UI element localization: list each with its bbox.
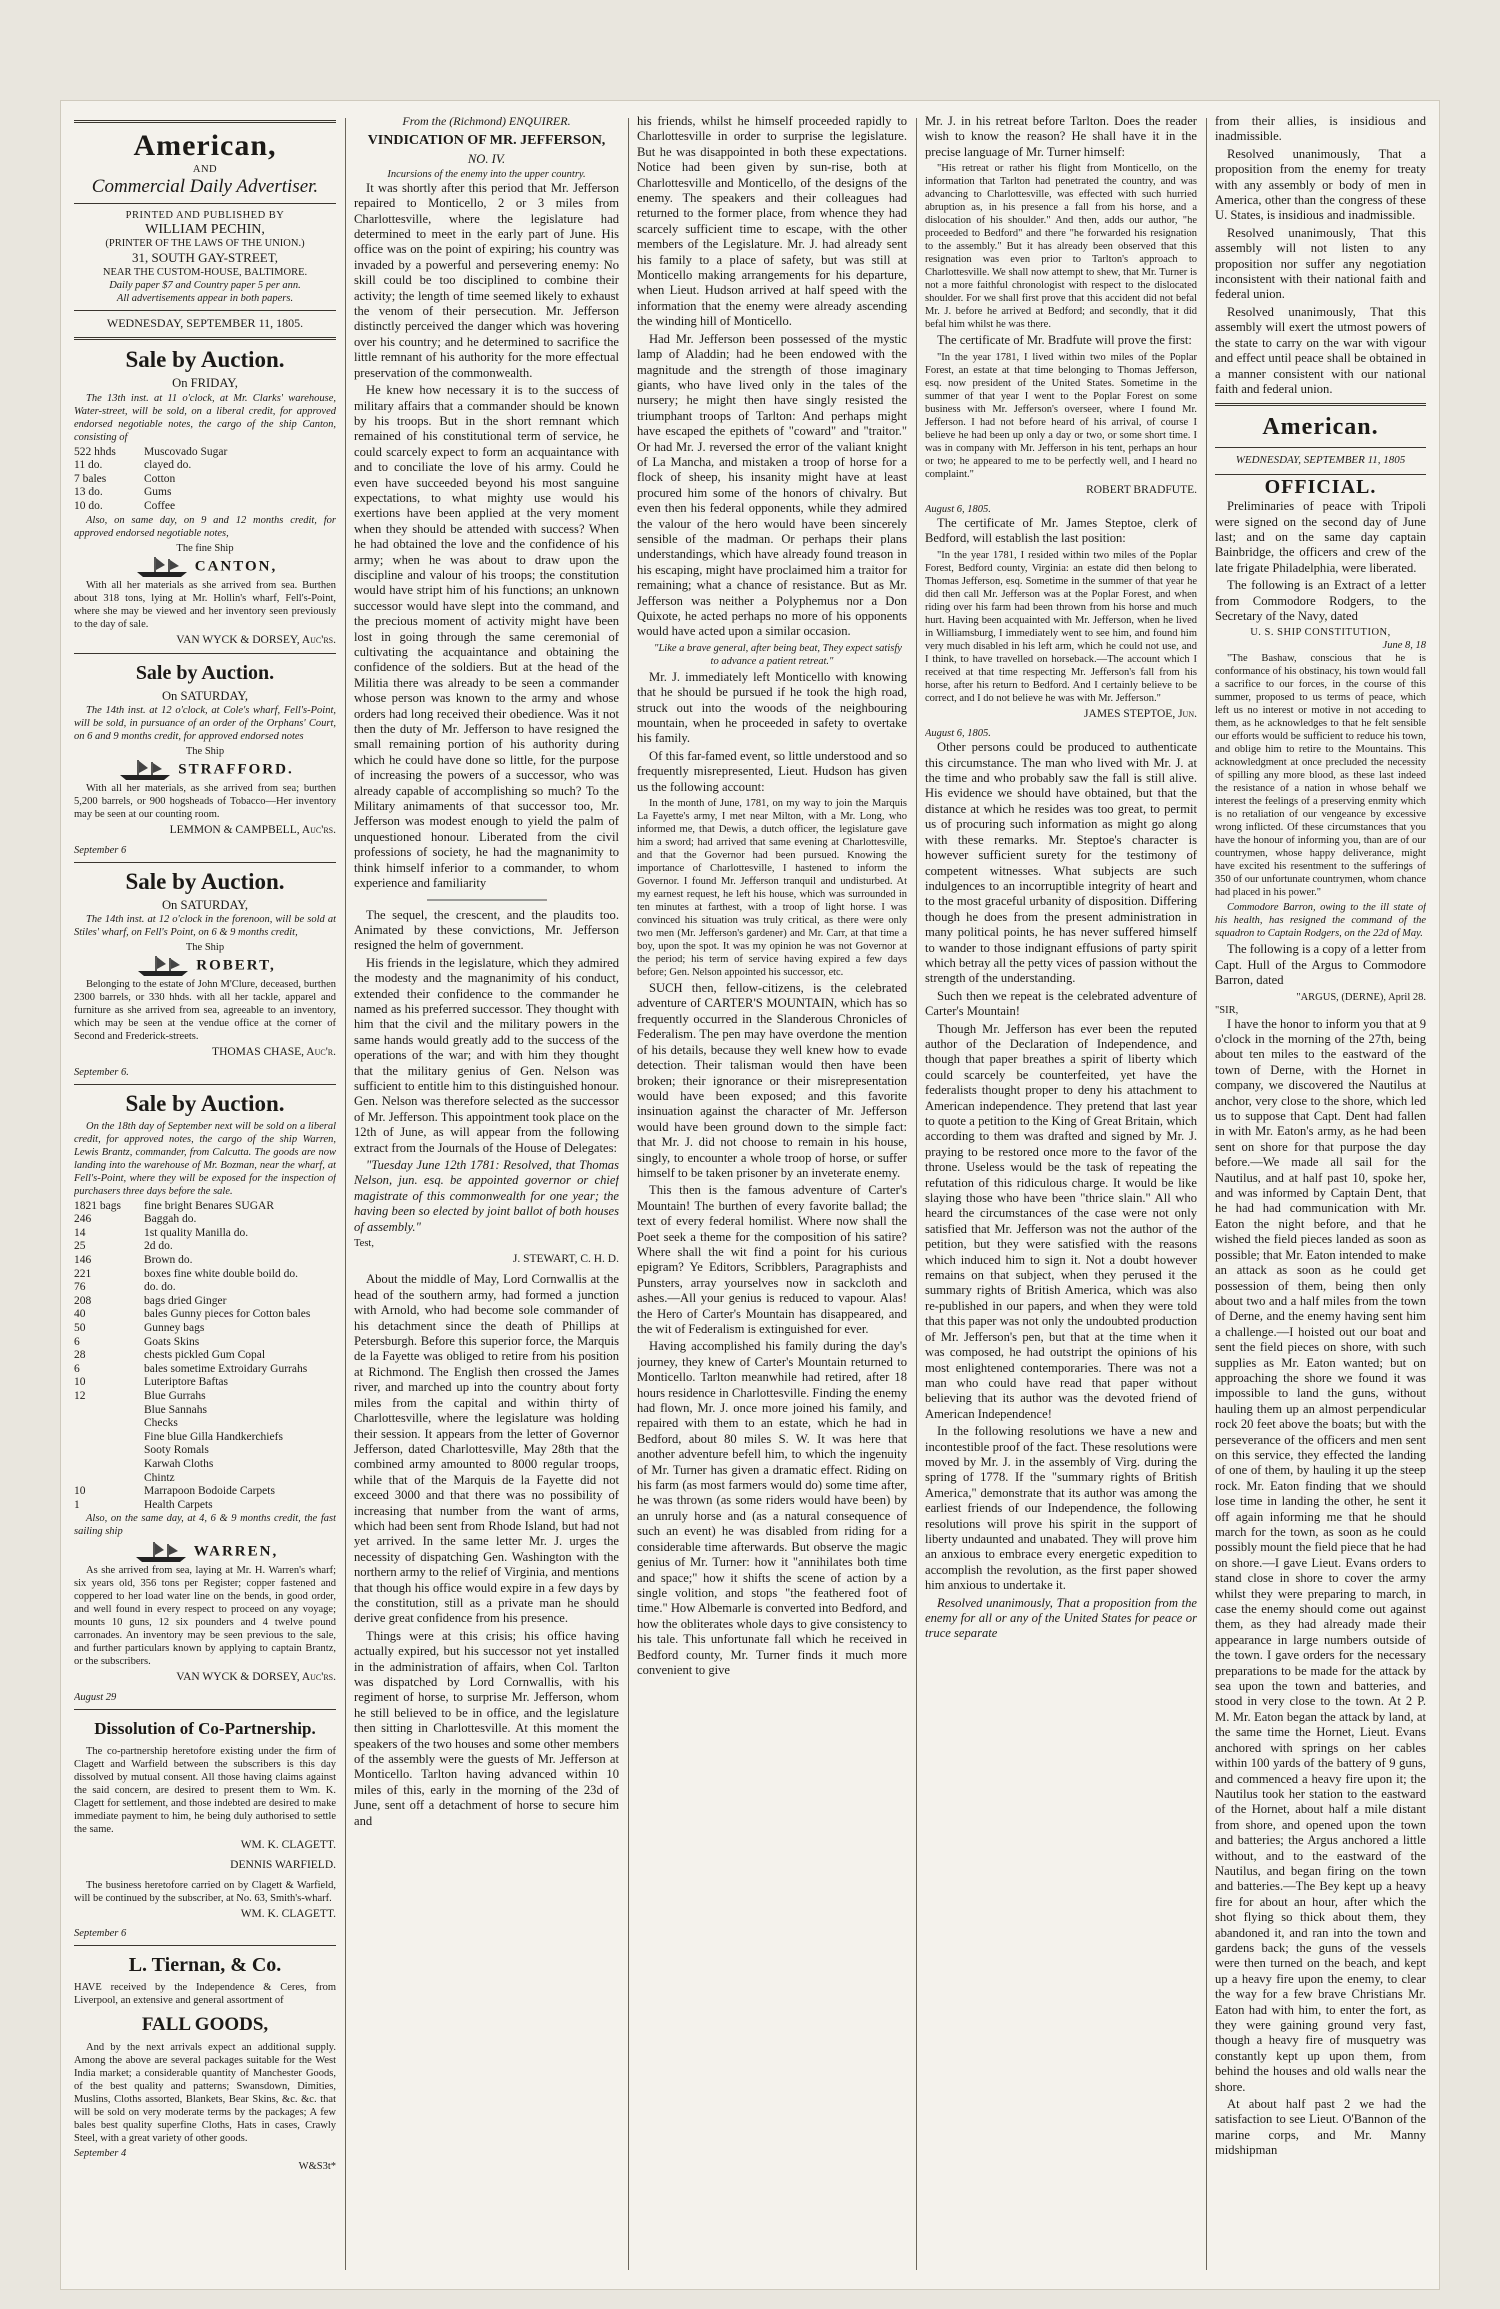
divider bbox=[74, 1709, 336, 1710]
lot-qty: 146 bbox=[74, 1254, 92, 1266]
column-5 bbox=[1215, 114, 1426, 2276]
dateline: WEDNESDAY, SEPTEMBER 11, 1805. bbox=[106, 315, 304, 330]
paper-name: American. bbox=[1262, 414, 1379, 441]
article-paragraph: Such then we repeat is the celebrated adventure of Carter's Mountain! bbox=[925, 988, 1197, 1019]
ad-body: On the 18th day of September next will be sold on a liberal credit, for approved notes, the cargo of the ship Warren, Lewis Brantz, commander, from Calcutta. The goods are now landing into the warehouse of Mr. Bozman, near the wharf, at Fell's-Point, where they will be exposed for the inspection of purchasers three days before the sale. bbox=[74, 1120, 336, 1197]
lot-item: Blue Sannahs bbox=[144, 1403, 207, 1416]
lot-item: Chintz bbox=[144, 1471, 175, 1484]
address: 31, SOUTH GAY-STREET, bbox=[132, 250, 278, 266]
lot-qty: 1821 bags bbox=[74, 1199, 121, 1212]
lot-item: Brown do. bbox=[144, 1254, 193, 1266]
article-paragraph: The certificate of Mr. James Steptoe, clerk of Bedford, will establish the last position: bbox=[925, 516, 1197, 546]
ship-body: With all her materials as she arrived from sea. Burthen about 318 tons, lying at Mr. Hollin's wharf, Fell's-Point, where she may be viewed and her inventory seen previously to the day of sale. bbox=[74, 579, 336, 630]
resolution: from their allies, is insidious and inadmissible. bbox=[1215, 114, 1426, 144]
ship-intro: The Ship bbox=[185, 942, 225, 954]
article-paragraph: SUCH then, fellow-citizens, is the celebrated adventure of CARTER'S MOUNTAIN, which has so frequently occurred in the Slanderous Chronicles of Federalism. The pen may have overdone the mention of his details, because they well knew how to evade detection. Their talisman would then have been broken; their ignorance or their misrepresentation would have been exposed; and this favorite insinuation against the character of Mr. Jefferson would have been ground down to the simple fact: that Mr. J. did not choose to remain in his house, singly, to encounter a whole troop of horse, or suffer himself to be taken prisoner by an inveterate enemy. bbox=[637, 981, 907, 1180]
article-paragraph: The sequel, the crescent, and the plaudits too. Animated by these convictions, Mr. Jefferson resigned the helm of government. bbox=[354, 907, 619, 953]
lot-qty: 1 bbox=[74, 1498, 80, 1511]
column-rule bbox=[1206, 118, 1207, 2270]
resolution: Resolved unanimously, That a proposition from the enemy for all or any of the United States for peace or truce separate bbox=[925, 1595, 1197, 1641]
ad-body: The 13th inst. at 11 o'clock, at Mr. Clarks' warehouse, Water-street, will be sold, on a liberal credit, for approved endorsed negotiable notes, the cargo of the ship Canton, consisting of bbox=[74, 392, 336, 443]
barron-note: Commodore Barron, owing to the ill state of his health, has resigned the command of the squadron to Captain Rodgers, on the 22d of May. bbox=[1215, 902, 1426, 940]
ship-body: As she arrived from sea, laying at Mr. H. Warren's wharf; six years old, 356 tons per Register; copper fastened and coppered to her load water line on the bends, in good order, and well found in every respect to proceed on any voyage; mounts 10 guns, 12 six pounders and 4 twelve pound carronades. An inventory may be seen previous to the sale, and further particulars known by applying to captain Brantz, or the subscribers. bbox=[74, 1565, 336, 1668]
lot-qty bbox=[74, 1458, 144, 1472]
divider bbox=[74, 1084, 336, 1085]
article-paragraph: Though Mr. Jefferson has ever been the reputed author of the Declaration of Independence, and though that paper breathes a spirit of liberty which could scarcely be counterfeited, yet have the federalists thought proper to deny his attachment to American independence. They pretend that last year to quote a petition to the King of Great Britain, which according to them was drafted and signed by Mr. J. praying to be restored once more to the favor of the throne. Useless would be the task of repeating the refutation of this ridiculous charge. It would be like slaying those who have been "thrice slain." All who heard the circumstances of the case were not only satisfied that Mr. Jefferson was not the author of the petition, but they were satisfied with the reasons which induced him to sign it. Not a doubt however remains on that subject, when they perused it the summary rights of British America, which was also re-published in our papers, and when they were told that this paper was not only the undoubted production of Mr. Jefferson's pen, but that at the time when it was composed, he had outstript the opinions of his most enlightened contemporaries. There was not a man who could have read that paper without believing that its author was the devoted friend of American Independence! bbox=[925, 1021, 1197, 1421]
test-label: Test, bbox=[354, 1238, 374, 1250]
rodgers-letter: "The Bashaw, conscious that he is conformance of his obstinacy, his town would fall a sacrifice to our forces, in the course of this summer, proposed to us terms of peace, which left us no interest or motive in not acceding to them, as he acknowledges to that he felt sensible our efforts would be sufficient to reduce his town, and oblige him to retire to the Mountains. This acknowledgment at once precluded the necessity of spilling any more blood, as these last indeed the resistance of a nation in whose behalf we interest the feelings of a preserving enmity which is no retaliation of our vengeance by excessive wrong inflicted. Of these circumstances that you have the honour of informing you, than are of our countrymen, whose happy deliverance, might have excited his resentment to the sufferings of 350 of our unfortunate countrymen, whom chance had placed in his power." bbox=[1215, 653, 1426, 899]
newspaper-page bbox=[60, 100, 1440, 2290]
masthead-and: AND bbox=[192, 164, 218, 175]
lot-item: chests pickled Gum Copal bbox=[144, 1349, 266, 1362]
bradfute-certificate: "In the year 1781, I lived within two miles of the Poplar Forest, an estate at that time belonging to Thomas Jefferson, esq. now president of the United States. Sometime in the summer of that year I went to the Poplar Forest on some business with Mr. Jefferson's overseer, where I found Mr. Jefferson. I had not before heard of his arrival, of course I believe he had been up only a day or two, or some short time. I was in company with Mr. Jefferson in his tent, perhaps an hour or two; he appeared to me to be perfectly well, and I heard no complaint." bbox=[925, 351, 1197, 480]
lot-item: 1st quality Manilla do. bbox=[144, 1226, 249, 1239]
lot-qty: 10 bbox=[74, 1485, 86, 1498]
lot-qty: 6 bbox=[74, 1362, 80, 1375]
auction-ad bbox=[74, 868, 336, 1079]
ship-body: Belonging to the estate of John M'Clure, deceased, burthen 2300 barrels, or 330 hhds. with all her tackle, apparel and furniture as she arrived from sea, agreeable to an inventory, which may be seen at the vendue office at the corner of Second and Frederick-streets. bbox=[74, 979, 336, 1043]
article-verse: "Like a brave general, after being beat, They expect satisfy to advance a patient retreat." bbox=[654, 642, 902, 667]
article-paragraph: Other persons could be produced to authenticate this circumstance. The man who lived with Mr. J. at the time and who probably saw the fall is still alive. His evidence we should have obtained, but that the distance at which he resides was too great, to permit us of procuring such information as might go along with these remarks. Mr. Steptoe's character is however sufficient surety for the testimony of competent witnesses. What subjects are such indulgences to an incorruptible integrity of heart and to the most graceful urbanity of disposition. Differing though he does from the present administration in many political points, he has never suffered himself to wander to those indignant effusions of party spirit which betray all the petty vices of passion without the strength of the understanding. bbox=[925, 740, 1197, 986]
dissolution-heading: Dissolution of Co-Partnership. bbox=[94, 1718, 316, 1738]
article-number: NO. IV. bbox=[467, 152, 506, 167]
ship-intro: The Ship bbox=[185, 746, 225, 758]
lot-item: Gunney bags bbox=[144, 1321, 205, 1334]
lot-qty: 10 bbox=[74, 1376, 86, 1389]
masthead-title: American, bbox=[133, 129, 277, 162]
tiernan-intro: HAVE received by the Independence & Ceres, from Liverpool, an extensive and general assortment of bbox=[74, 1981, 336, 2006]
lot-qty: 10 do. bbox=[74, 500, 103, 512]
ad-body: The 14th inst. at 12 o'clock in the forenoon, will be sold at Stiles' wharf, on Fell's Point, on 6 & 9 months credit, bbox=[74, 914, 336, 939]
ad-date: August 29 bbox=[74, 1691, 117, 1703]
dissolution-date: September 6 bbox=[74, 1927, 127, 1939]
lot-item: Blue Gurrahs bbox=[144, 1389, 206, 1402]
lot-qty: 246 bbox=[74, 1213, 92, 1226]
lot-qty: 6 bbox=[74, 1335, 80, 1348]
lot-item: Luteriptore Baftas bbox=[144, 1376, 228, 1389]
lot-item: bags dried Ginger bbox=[144, 1294, 227, 1307]
article-paragraph: his friends, whilst he himself proceeded rapidly to Charlottesville in order to surprise the legislature. But he was disappointed in both these expectations. Notice had been given by sun-rise, both at Charlottesville and Monticello, of the designs of the enemy. The speakers and their colleagues had returned to the former place, from whence they had scarcely sufficient time to escape, with the other members of the Legislature. Mr. J. had already sent his family to a place of safety, but was still at Monticello making arrangements for his departure, when Lieut. Hudson arrived at half speed with the information that the enemy were already ascending the winding hill of Monticello. bbox=[637, 114, 907, 329]
ship-name-text: CANTON, bbox=[194, 558, 278, 575]
terms: Daily paper $7 and Country paper 5 per ann. bbox=[109, 279, 301, 291]
lot-item: Coffee bbox=[144, 500, 176, 512]
ad-signature: VAN WYCK & DORSEY, Auc'rs. bbox=[176, 633, 336, 646]
dissolution-signature: DENNIS WARFIELD. bbox=[230, 1859, 336, 1872]
ship-name bbox=[74, 555, 336, 579]
masthead-subtitle: Commercial Daily Advertiser. bbox=[91, 176, 319, 197]
article-paragraph: About the middle of May, Lord Cornwallis at the head of the southern army, had formed a junction with Arnold, who had become sole commander of his detachment since the death of Phillips at Petersburgh. Before this superior force, the Marquis de la Fayette was obliged to retire from his position at Richmond. The English then crossed the James river, and marched up into the country about forty miles from the capital and within thirty of Charlottesville, where the legislature was holding their session. It appears from the letter of Governor Jefferson, dated Charlottesville, May 28th that the combined army amounted to 8000 regular troops, while that of the Marquis de la Fayette did not exceed 3000 and that there was no possibility of increasing that number from the want of arms, which had been sent from Rhode Island, but had not yet arrived. In the same letter Mr. J. urges the necessity of dispatching Gen. Washington with the northern army to the relief of Virginia, and mentions that though his office would expire in a few days by the constitution, still as a private man he should derive great confidence from his presence. bbox=[354, 1272, 619, 1626]
certificate-signature: JAMES STEPTOE, Jun. bbox=[1084, 707, 1197, 720]
ad-signature: VAN WYCK & DORSEY, Auc'rs. bbox=[176, 1671, 336, 1684]
lot-item: clayed do. bbox=[144, 459, 192, 472]
resolution: Resolved unanimously, That this assembly will exert the utmost powers of the state to carry on the war with vigour and effect until peace shall be obtained in a manner consistent with our national faith and federal union. bbox=[1215, 304, 1426, 396]
lot-list bbox=[74, 1200, 336, 1513]
tiernan-heading: L. Tiernan, & Co. bbox=[128, 1953, 282, 1976]
article-paragraph: It was shortly after this period that Mr. Jefferson repaired to Monticello, 2 or 3 miles from Charlottesville, where the legislature had determined to meet in the early part of June. His office was on the point of expiring; his country was invaded by a powerful and persevering enemy: No skill could be too disciplined to combine their activity; the length of time seemed likely to exhaust the venom of their persecution. Mr. Jefferson distinctly perceived the danger which was hovering over his country; and he determined to sacrifice the little remnant of his authority for the more effectual preservation of the commonwealth. bbox=[354, 180, 619, 380]
article-paragraph: His friends in the legislature, which they admired the modesty and the magnanimity of his conduct, extended their confidence to the commander he named as his preferred successor. They thought with him that the civil and the military powers in the same hands would greatly add to the success of the operations of the war; and with him they thought that the military genius of Gen. Nelson was sufficient to entitle him to this distinguished honour. Gen. Nelson was therefore selected as the successor of Mr. Jefferson. This appointment took place on the 12th of June, as will appear from the following extract from the Journals of the House of Delegates: bbox=[354, 955, 619, 1155]
column-1 bbox=[74, 114, 336, 2276]
lot-qty: 25 bbox=[74, 1240, 86, 1253]
printer-name: WILLIAM PECHIN, bbox=[145, 222, 265, 237]
lot-item: Sooty Romals bbox=[144, 1444, 209, 1457]
auction-ad bbox=[74, 659, 336, 857]
address-near: NEAR THE CUSTOM-HOUSE, BALTIMORE. bbox=[102, 266, 308, 278]
lot-item: Marrapoon Bodoide Carpets bbox=[144, 1485, 275, 1498]
dissolution-signature: WM. K. CLAGETT. bbox=[240, 1907, 336, 1920]
divider bbox=[1215, 474, 1426, 475]
lot-item: bales Gunny pieces for Cotton bales bbox=[144, 1308, 311, 1321]
lot-qty: 14 bbox=[74, 1226, 86, 1239]
masthead-rule bbox=[74, 120, 336, 123]
lot-item: Health Carpets bbox=[144, 1498, 213, 1511]
article-paragraph: This then is the famous adventure of Carter's Mountain! The burthen of every favorite ballad; the text of every federal homilist. Where now shall the Poet seek a theme for the composition of his satire? Where shall the wit find a point for his curious epigram? Ye Editors, Scribblers, Paragraphists and Punsters, array yourselves now in sackcloth and ashes.—All your genius is reduced to vapour. Alas! the Hero of Carter's Mountain has disappeared, and the wit of Federalism is extinguished for ever. bbox=[637, 1183, 907, 1336]
ad-heading: Sale by Auction. bbox=[135, 662, 275, 684]
lot-qty bbox=[74, 1417, 144, 1431]
lot-qty: 50 bbox=[74, 1321, 86, 1334]
lot-list bbox=[74, 446, 336, 514]
lot-qty: 76 bbox=[74, 1281, 86, 1294]
resolution: Resolved unanimously, That this assembly will not listen to any proposition nor suffer any negotiation inconsistent with their national faith and federal union. bbox=[1215, 225, 1426, 302]
column-rule bbox=[345, 118, 346, 2270]
lot-qty bbox=[74, 1431, 144, 1445]
lot-item: Cotton bbox=[144, 472, 176, 485]
lot-item: Karwah Cloths bbox=[144, 1457, 214, 1470]
ornament-rule-icon bbox=[427, 896, 547, 904]
lot-qty: 208 bbox=[74, 1294, 92, 1307]
article-paragraph: Of this far-famed event, so little understood and so frequently misrepresented, Lieut. Hudson has given us the following account: bbox=[637, 748, 907, 794]
tiernan-ad bbox=[74, 1951, 336, 2173]
tiernan-date: September 4 bbox=[74, 2147, 127, 2159]
ad-heading: Sale by Auction. bbox=[125, 868, 285, 894]
auction-ad bbox=[74, 1090, 336, 1704]
column-2 bbox=[354, 114, 619, 2276]
dissolution-signature: WM. K. CLAGETT. bbox=[240, 1838, 336, 1851]
article-paragraph: Mr. J. in his retreat before Tarlton. Does the reader wish to know the reason? He shall have it in the precise language of Mr. Turner himself: bbox=[925, 114, 1197, 159]
ship-line: U. S. SHIP CONSTITUTION, bbox=[1250, 627, 1391, 639]
steptoe-certificate: "In the year 1781, I resided within two miles of the Poplar Forest, Bedford county, Virginia: an estate did then belong to Thomas Jefferson, esq. Sometime in the summer of that year he did then call Mr. Jefferson was at the Poplar Forest, and when riding over his farm had been thrown from his horse and much hurt. Having been acquainted with Mr. Jefferson, when he lived in Williamsburg, I immediately went to see him, and found him very much disabled in his left arm, which he could not use, and I think, to have travelled on horseback.—The account which I received at that time respecting Mr. Jefferson's fall from his horse, after his return to Bedford. And I certainly believe to be correct, and I do not believe he was with Mr. Jefferson." bbox=[925, 549, 1197, 704]
lot-qty: 13 do. bbox=[74, 486, 103, 499]
clerk-signature: J. STEWART, C. H. D. bbox=[512, 1253, 619, 1266]
lot-qty: 522 hhds bbox=[74, 445, 116, 458]
argus-line: "ARGUS, (DERNE), April 28. bbox=[1296, 991, 1426, 1003]
divider bbox=[74, 653, 336, 654]
ad-extra: Also, on the same day, at 4, 6 & 9 months credit, the fast sailing ship bbox=[74, 1513, 336, 1538]
article-paragraph: The certificate of Mr. Bradfute will prove the first: bbox=[937, 333, 1192, 348]
dissolution-notice bbox=[74, 1715, 336, 1940]
lot-item: 2d do. bbox=[144, 1240, 173, 1253]
official-paragraph: Preliminaries of peace with Tripoli were signed on the second day of June last; and on the same day captain Bainbridge, the officers and crew of the late frigate Philadelphia, were liberated. bbox=[1215, 499, 1426, 575]
ship-icon bbox=[134, 954, 192, 978]
column-4 bbox=[925, 114, 1197, 2276]
divider bbox=[1215, 403, 1426, 406]
ship-name bbox=[74, 758, 336, 782]
article-subhead: Incursions of the enemy into the upper country. bbox=[387, 168, 586, 180]
divider bbox=[74, 337, 336, 340]
lot-item: boxes fine white double boild do. bbox=[144, 1267, 298, 1280]
ad-signature: LEMMON & CAMPBELL, Auc'rs. bbox=[169, 824, 336, 837]
lot-item: bales sometime Extroidary Gurrahs bbox=[144, 1362, 308, 1375]
ad-day: On FRIDAY, bbox=[172, 376, 238, 391]
article-heading: VINDICATION OF MR. JEFFERSON, bbox=[367, 133, 606, 149]
certificate-date: August 6, 1805. bbox=[925, 728, 991, 740]
tiernan-goods: FALL GOODS, bbox=[141, 2013, 269, 2035]
column-rule bbox=[628, 118, 629, 2270]
lot-item: do. do. bbox=[144, 1281, 176, 1294]
ad-signature: THOMAS CHASE, Auc'r. bbox=[212, 1046, 336, 1059]
ads-note: All advertisements appear in both papers. bbox=[116, 292, 294, 304]
ad-heading: Sale by Auction. bbox=[125, 347, 285, 373]
lot-item: fine bright Benares SUGAR bbox=[144, 1199, 274, 1212]
ad-body: The 14th inst. at 12 o'clock, at Cole's wharf, Fell's-Point, will be sold, in pursuance of an order of the Orphans' Court, on 6 and 9 months credit, for approved endorsed notes bbox=[74, 705, 336, 743]
lot-item: Baggah do. bbox=[144, 1213, 197, 1226]
ad-date: September 6 bbox=[74, 844, 127, 856]
article-paragraph: Had Mr. Jefferson been possessed of the mystic lamp of Aladdin; had he been endowed with the magnitude and the strength of those imaginary giants, who have lived only in the tales of the nursery; he might then have singly resisted the triumphant troops of Tarlton: And perhaps might have escaped the epithets of "coward" and "traitor." Or had Mr. J. reversed the error of the valiant knight of La Mancha, and mistaken a troop of horse for a flock of sheep, his insanity might have at least procured him some of the honors of chivalry. But even then his federal opponents, while they admired the valour of the hero would have been sincerely sensible of the madman. Or perhaps their plans understandings, which have already found treason in his escaping, might have proclaimed him a traitor for remaining; what a chance of resistance. But as Mr. Jefferson was neither a Polyphemus nor a Don Quixote, he acted perhaps no more of his opponents would have acted upon a similar occasion. bbox=[637, 331, 907, 639]
hull-letter: I have the honor to inform you that at 9 o'clock in the morning of the 27th, being about ten miles to the eastward of the town of Derne, with the Hornet in company, we discovered the Nautilus at anchor, very close to the shore, which led us to suppose that Capt. Dent had fallen in with Mr. Eaton's army, as he had been sent on shore for that purpose the day before.—We made all sail for the Nautilus, and at half past 10, spoke her, and was informed by Captain Dent, that he had had communication with Mr. Eaton the night before, and that he wished the field pieces landed as soon as possible; that Mr. Eaton intended to make an attack as soon as he could get possession of them, being then only about two and a half miles from the town of Derne, and the enemy having sent him a challenge.—I hoisted out our boat and sent the field pieces on shore, with such supplies as Mr. Eaton wanted; but on approaching the shore we found it was impossible to land the guns, without hauling them up an almost perpendicular rock 20 feet above the boats; but with the perseverance of the officers and men sent on this service, they effected the landing of one of them, by hauling it up the steep rock. Mr. Eaton finding that we should lose time in landing the other, he sent it off again informing me that he should march for the town, as soon as he could possibly mount the field piece that he had on shore.—I gave Lieut. Evans orders to stand close in shore to cover the army whilst they were preparing to march, in case the enemy should come out against them, as they had already made their appearance in large numbers outside of the town. I gave orders for the necessary preparations to be made for the attack by sea upon the town and batteries, and stood in very close to the town. At 2 P. M. Mr. Eaton began the attack by land, at the same time the Hornet, Lieut. Evans anchored with springs on her cables within 100 yards of the battery of 9 guns, and commenced a heavy fire upon it; the Nautilus took her station to the eastward of the Hornet, about half a mile distant from shore, and opened upon the town and batteries; the Argus anchored a little without, and to the eastward of the Nautilus, and began firing on the town and batteries.—The Bey kept up a heavy fire for about an hour, after which the shot flying so thick about them, they abandoned it, and ran into the town and gardens back; the guns of the vessels were then turned on the beach, and kept up a heavy fire upon the enemy, to clear the way for a few brave Christians Mr. Eaton had with him, to enter the fort, as they were gaining ground very fast, though a heavy fire of musquetry was constantly kept up upon them, from behind the houses and old walls near the shore. bbox=[1215, 1016, 1426, 2094]
lot-qty: 12 bbox=[74, 1389, 86, 1402]
ship-date: June 8, 18 bbox=[1382, 640, 1426, 652]
dateline: WEDNESDAY, SEPTEMBER 11, 1805 bbox=[1235, 454, 1406, 467]
tiernan-body: And by the next arrivals expect an additional supply. Among the above are several packages suitable for the West India market; a considerable quantity of Manchester Goods, of the best quality and patterns; Swansdown, Dimities, Muslins, Cloths assorted, Blankets, Bear Skins, &c. &c. that will be sold on very moderate terms by the packages; A few bales best quality superfine Cloths, Hats in cases, Crawly Steel, with a great variety of other goods. bbox=[74, 2041, 336, 2144]
dissolution-body-2: The business heretofore carried on by Clagett & Warfield, will be continued by the subscriber, at No. 63, Smith's-wharf. bbox=[74, 1879, 336, 1904]
divider bbox=[74, 310, 336, 311]
office-note: (PRINTER OF THE LAWS OF THE UNION.) bbox=[105, 238, 305, 250]
divider bbox=[1215, 447, 1426, 448]
ad-date: September 6. bbox=[74, 1066, 129, 1078]
certificate-date: August 6, 1805. bbox=[925, 504, 991, 516]
lot-item: Gums bbox=[144, 486, 172, 499]
article-paragraph: In the following resolutions we have a new and incontestible proof of the fact. These resolutions were moved by Mr. J. in the assembly of Virg. during the spring of 1778. If the "summary rights of British America," demonstrate that its author was among the earliest friends of our Independence, the following resolutions will prove his spirit in the support of liberty undaunted and unabated. They will prove him an anxious to embrace every energetic expedition to accomplish the revolution, as the first paper showed him anxious to undertake it. bbox=[925, 1424, 1197, 1593]
official-heading: OFFICIAL. bbox=[1264, 475, 1377, 498]
article-quote: "Tuesday June 12th 1781: Resolved, that Thomas Nelson, jun. esq. be appointed governor or chief magistrate of this commonwealth for one year; the having been so elected by joint ballot of both houses of assembly." bbox=[354, 1158, 619, 1234]
lot-item: Goats Skins bbox=[144, 1335, 200, 1348]
lot-qty: 40 bbox=[74, 1308, 86, 1321]
ship-icon bbox=[132, 1540, 190, 1564]
lot-qty bbox=[74, 1404, 144, 1418]
official-paragraph: The following is an Extract of a letter from Commodore Rodgers, to the Secretary of the Navy, dated bbox=[1215, 578, 1426, 623]
divider bbox=[74, 1945, 336, 1946]
ship-intro: The fine Ship bbox=[176, 542, 234, 554]
ship-icon bbox=[116, 758, 174, 782]
auction-ad bbox=[74, 346, 336, 648]
divider bbox=[74, 203, 336, 204]
hudson-account: In the month of June, 1781, on my way to join the Marquis La Fayette's army, I met near Milton, with a Mr. Long, who informed me, that Dewis, a dutch officer, the legislature gave him a sword; had arrived that same evening at Charlottesville, and that the Governor had been pursued. Knowing the importance of Charlottesville, I hastened to inform the Governor. I found Mr. Jefferson tranquil and undisturbed. At my earnest request, he left his house, which was surrounded in ten minutes at farthest, with a troop of light horse. I was convinced his situation was truly critical, as there were only two men (Mr. Jefferson's gardener) and Mr. Carr, at that time a boy, upon the spot. It was my opinion he was not Governor at the period; his term of service having expired a few days before; Gen. Nelson appointed his successor, etc. bbox=[637, 798, 907, 979]
ad-day: On SATURDAY, bbox=[161, 897, 249, 912]
lot-qty bbox=[74, 1472, 144, 1486]
column-3 bbox=[637, 114, 907, 2276]
lot-item: Muscovado Sugar bbox=[144, 445, 228, 458]
dissolution-body: The co-partnership heretofore existing under the firm of Clagett and Warfield between the subscribers is this day dissolved by mutual consent. All those having claims against the said concern, are desired to present them to Wm. K. Clagett for settlement, and those indebted are desired to make immediate payment to him, he being duly authorised to settle the same. bbox=[74, 1745, 336, 1835]
ship-name-text: STRAFFORD. bbox=[178, 761, 294, 778]
ad-heading: Sale by Auction. bbox=[125, 1090, 285, 1116]
article-paragraph: Having accomplished his family during the day's journey, they knew of Carter's Mountain returned to Monticello. Tarlton meanwhile had retired, after 18 hours residence in Charlottesville. Finding the enemy had flown, Mr. J. once more joined his family, and repaired with them to an estate, which he had in Bedford, about 80 miles S. W. It was here that another adventure befell him, to which the ingenuity of Mr. Turner has given a dramatic effect. Riding on his farm (as most farmers would do) some time after, he was thrown (as some riders would have been) by an unruly horse and (as a natural consequence of such an event) he was disabled from riding for a considerable time afterwards. But observe the magic genius of Mr. Turner: how it "annihilates both time and space;" how it shifts the scene of action by a single volition, and stops "the feathered foot of time." How Albemarle is converted into Bedford, and how the obliterates whole days to give consistency to his tale. This unfortunate fall which he received in Bedford county, Mr. Turner finds it much more convenient to give bbox=[637, 1339, 907, 1677]
lot-qty bbox=[74, 1444, 144, 1458]
ship-name-text: WARREN, bbox=[193, 1543, 279, 1560]
printer-line: PRINTED AND PUBLISHED BY bbox=[125, 210, 285, 221]
lot-qty: 11 do. bbox=[74, 459, 103, 472]
lot-qty: 7 bales bbox=[74, 472, 107, 485]
article-paragraph: Things were at this crisis; his office having actually expired, but his successor not yet installed in the administration of affairs, when Col. Tarlton was dispatched by Lord Cornwallis, with his regiment of horse, to surprise Mr. Jefferson, whom he still believed to be in office, and the legislature then sitting in Charlottesville. At this moment the speakers of the two houses and some other members of the assembly were the guests of Mr. Jefferson at Monticello. Tarlton having advanced within 10 miles of this, early in the morning of the 23d of June, sent off a detachment of horse to secure him and bbox=[354, 1628, 619, 1828]
certificate-signature: ROBERT BRADFUTE. bbox=[1086, 483, 1197, 496]
column-rule bbox=[916, 118, 917, 2270]
lot-qty: 28 bbox=[74, 1349, 86, 1362]
ad-day: On SATURDAY, bbox=[161, 689, 249, 703]
ship-name bbox=[74, 1540, 336, 1564]
divider bbox=[74, 862, 336, 863]
ship-icon bbox=[133, 555, 191, 579]
ship-body: With all her materials, as she arrived from sea; burthen 5,200 barrels, or 900 hogsheads of Tobacco—Her inventory may be seen at our counting room. bbox=[74, 783, 336, 821]
official-paragraph: The following is a copy of a letter from Capt. Hull of the Argus to Commodore Barron, dated bbox=[1215, 942, 1426, 988]
ship-name-text: ROBERT, bbox=[196, 957, 276, 974]
ad-extra: Also, on same day, on 9 and 12 months credit, for approved endorsed negotiable notes, bbox=[74, 514, 336, 539]
lot-item: Checks bbox=[144, 1417, 178, 1430]
article-source: From the (Richmond) ENQUIRER. bbox=[402, 114, 571, 128]
lot-item: Fine blue Gilla Handkerchiefs bbox=[144, 1430, 283, 1443]
resolution: Resolved unanimously, That a proposition from the enemy for treaty with any assembly or body of men in America, other than the congress of these U. States, is insidious and inadmissible. bbox=[1215, 146, 1426, 223]
hull-letter: At about half past 2 we had the satisfaction to see Lieut. O'Bannon of the marine corps, and Mr. Manny midshipman bbox=[1215, 2097, 1426, 2158]
article-paragraph: He knew how necessary it is to the success of military affairs that a commander should be known by his troops. But in the short remnant which remained of his constitutional term of service, he could scarcely expect to form an acquaintance with and to conciliate the love of his army. Could he even have succeeded beyond his most sanguine expectations, to what mighty use would his exertions have been applied at the very moment when they should be attended with success? When he had obtained the love and the confidence of his army; when he was about to draw upon the discipline and valour of his troops; the constitution would have stript him of his functions; an unknown successor would have slept into the command, and the precious moment of activity might have been lost in going through the same ceremonial of cultivating the acquaintance and obtaining the confidence of the soldiers. But at the head of the Militia there was already to be seen a commander whose person was known to the army and whose orders had long received their obedience. Was it not then the duty of Mr. Jefferson to have resigned the small remaining portion of his authority during which he could have done so little, for the purpose of increasing the powers of a successor, who was already capable of accomplishing so much? To the Military animaments of that successor too, Mr. Jefferson was modest enough to yield the palm of unquestioned honour. Liberated from the civil professions of society, he had the magnanimity to think himself inferior to a commander, to whom experience and familiarity bbox=[354, 383, 619, 891]
lot-qty: 221 bbox=[74, 1267, 92, 1280]
ship-name bbox=[74, 954, 336, 978]
article-paragraph: Mr. J. immediately left Monticello with knowing that he should be pursued if he took the high road, struck out into the woods of the neighbouring mountain, when he proceeded in safety to overtake his family. bbox=[637, 669, 907, 746]
tiernan-code: W&S3t* bbox=[298, 2160, 336, 2172]
turner-quote: "His retreat or rather his flight from Monticello, on the information that Tarlton had penetrated the country, and was advancing to Charlottesville, was effected with such hurried abruption as, in his presence a fall from his horse, and a dislocation of his shoulder." And then, adds our author, "he proceeded to Bedford" and there "he forwarded his resignation to the assembly." But it has already been observed that this resignation was even prior to Tarlton's approach to Charlottesville. We shall now attempt to shew, that Mr. Turner is not a more faithful chronologist with respect to the dislocated shoulder. For we shall first prove that this accident did not befal Mr. J. before he arrived at Bedford; and secondly, that it did befal him whilst he was there. bbox=[925, 163, 1197, 331]
salutation: "SIR, bbox=[1215, 1004, 1239, 1016]
